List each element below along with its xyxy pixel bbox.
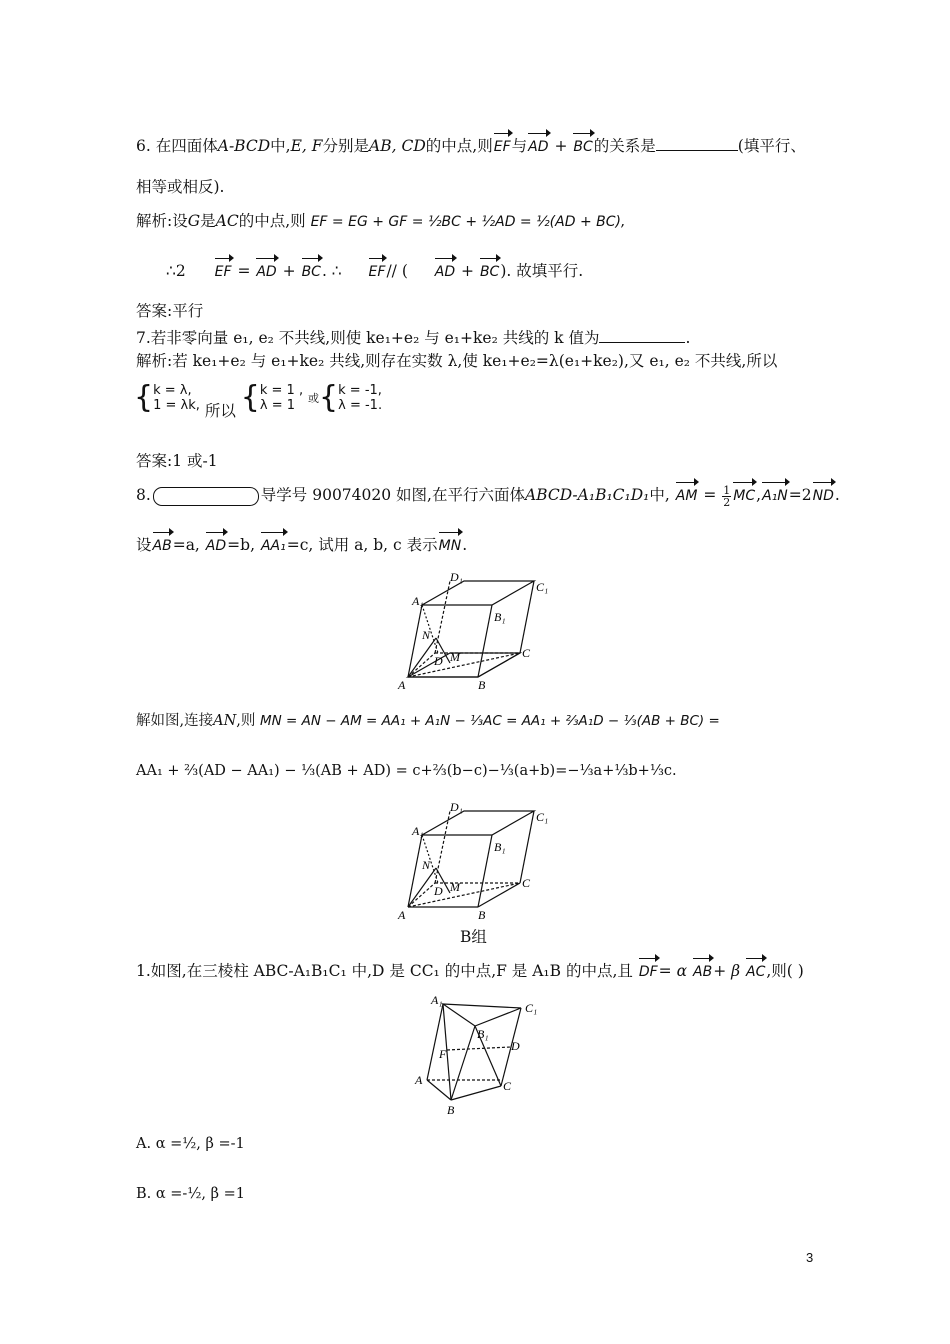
q6-ab-cd: AB, CD	[369, 137, 426, 155]
label-a1-2: A₁	[412, 824, 424, 838]
q8-stem: 8. 导学号 90074020 如图,在平行六面体ABCD-A₁B₁C₁D₁中, AM = $\frac{1}{2}$ MC,A₁N=2ND.	[136, 483, 840, 509]
label-b1-2: B₁	[494, 840, 506, 854]
guide-tag-box	[153, 487, 259, 506]
label-d1-2: D₁	[450, 800, 463, 814]
label-c-2: C	[522, 876, 531, 890]
label-prism-b: B	[447, 1103, 455, 1117]
q6-th-a: ∴2	[166, 262, 186, 280]
label-prism-b1: B₁	[477, 1027, 489, 1041]
q8-dot: .	[462, 536, 468, 554]
vec-bc: BC	[572, 136, 593, 158]
q6-stem	[136, 135, 806, 158]
q6-answer: 答案:平行	[136, 302, 204, 320]
vec-ef: EF	[493, 136, 512, 158]
label-prism-c1: C₁	[525, 1001, 538, 1015]
q7-text: 若非零向量 e₁, e₂ 不共线,则使 ke₁+e₂ 与 e₁+ke₂ 共线的 k 值为	[150, 329, 600, 347]
qb1-eq: = α	[658, 962, 688, 980]
option-a[interactable]: A. α =½, β =-1	[136, 1136, 245, 1152]
q7-number: 7.	[136, 329, 151, 347]
vec-bc-3: BC	[479, 261, 500, 283]
frac-half: $\frac{1}{2}$	[723, 483, 731, 509]
vec-ac-b1: AC	[745, 961, 766, 983]
q6-text-d: 的中点,则	[425, 137, 493, 155]
q6-text-a: 在四面体	[155, 137, 218, 155]
q8-text-b: 中,	[649, 486, 670, 504]
q7-s2a: k = 1 ,	[259, 383, 304, 398]
vec-ad-2: AD	[255, 261, 277, 283]
q6-plus: +	[554, 137, 568, 155]
q7-s2b: λ = 1	[259, 398, 295, 413]
q8-sol-a: 解如图,连接	[136, 713, 214, 729]
q6-tetra: A-BCD	[217, 137, 271, 155]
q8-number: 8.	[136, 486, 151, 504]
qb1-tail: ,则( )	[766, 962, 804, 980]
label-prism-f: F	[439, 1047, 447, 1061]
q6-number: 6.	[136, 137, 151, 155]
answer-blank	[656, 150, 738, 151]
q8-line2	[136, 534, 467, 557]
q6-sol-equation: EF = EG + GF = ½BC + ½AD = ½(AD + BC),	[310, 214, 626, 230]
q7-s1a: k = λ,	[153, 383, 192, 398]
label-a1: A₁	[412, 594, 424, 608]
page-number: 3	[806, 1250, 814, 1265]
q8-sol-eq1: MN = AN − AM = AA₁ + A₁N − ⅓AC = AA₁ + ⅔A₁D − ⅓(AB + BC) =	[260, 713, 720, 729]
vec-ef-3: EF	[368, 261, 387, 283]
qb1-number: 1.	[136, 962, 151, 980]
q8-an: AN	[213, 713, 237, 729]
parallelepiped-figure-2	[380, 795, 549, 925]
q8-sol-b: ,则	[236, 713, 256, 729]
q6-text-b: 中,	[270, 137, 291, 155]
label-prism-a1: A₁	[431, 993, 443, 1007]
vec-aa1: AA₁	[260, 535, 287, 557]
label-prism-c: C	[503, 1079, 512, 1093]
q7-s3a: k = -1,	[338, 383, 382, 398]
q7-s1b: 1 = λk,	[153, 398, 200, 413]
q6-therefore: ∴2 EF = AD + BC. ∴ EF// ( AD + BC). 故填平行.	[166, 260, 583, 283]
q6-text-e: 与	[511, 137, 528, 155]
vec-ab: AB	[152, 535, 173, 557]
q7-s3b: λ = -1.	[338, 398, 383, 413]
q6-sol-b: 是	[200, 212, 216, 230]
label-a-2: A	[398, 908, 406, 922]
q8-solid: ABCD-A₁B₁C₁D₁	[524, 486, 650, 504]
vec-a1n: A₁N	[761, 485, 789, 507]
q7-blank	[599, 342, 685, 343]
q6-solution	[136, 210, 625, 233]
q6-text-g: (填平行、	[737, 137, 806, 155]
vec-mn: MN	[438, 535, 463, 557]
q8-eq-a: =a,	[172, 536, 200, 554]
q8-solution-1	[136, 710, 720, 732]
label-c1-2: C₁	[536, 810, 549, 824]
q7-system-2: { k = 1 , λ = 1	[240, 380, 304, 415]
vec-ad-q8: AD	[205, 535, 227, 557]
q7-system-1: { k = λ, 1 = λk,	[134, 380, 200, 415]
q7-tail: .	[685, 329, 691, 347]
vec-ef-2: EF	[214, 261, 233, 283]
q6-ef: E, F	[290, 137, 323, 155]
label-prism-d: D	[511, 1039, 520, 1053]
q7-stem	[136, 327, 690, 349]
q7-so: 所以	[204, 402, 236, 420]
label-c: C	[522, 646, 531, 660]
label-b-2: B	[478, 908, 486, 922]
q6-sol-c: 的中点,则	[238, 212, 306, 230]
q8-guide: 导学号 90074020 如图,在平行六面体	[260, 486, 525, 504]
q6-line2: 相等或相反).	[136, 178, 225, 196]
q6-text-f: 的关系是	[593, 137, 656, 155]
q6-text-c: 分别是	[322, 137, 370, 155]
qb1-text: 如图,在三棱柱 ABC-A₁B₁C₁ 中,D 是 CC₁ 的中点,F 是 A₁B 的中点,且	[150, 962, 633, 980]
q8-eq-c: =c, 试用 a, b, c 表示	[286, 536, 438, 554]
q6-th-d: ). 故填平行.	[500, 262, 584, 280]
qb1-plus: + β	[713, 962, 741, 980]
q6-sol-label: 解析:设	[136, 212, 188, 230]
q7-answer: 答案:1 或-1	[136, 452, 218, 470]
q8-solution-2: AA₁ + ⅔(AD − AA₁) − ⅓(AB + AD) = c+⅔(b−c)−⅓(a+b)=−⅓a+⅓b+⅓c.	[136, 763, 677, 779]
q6-ac: AC	[215, 212, 239, 230]
q8-l2a: 设	[136, 536, 152, 554]
label-d: D	[434, 654, 443, 668]
option-b[interactable]: B. α =-½, β =1	[136, 1186, 245, 1202]
q6-g: G	[187, 212, 201, 230]
q8-eq2: =2	[788, 486, 812, 504]
label-m: M	[450, 650, 460, 664]
prism-figure	[405, 990, 550, 1118]
vec-bc-2: BC	[301, 261, 322, 283]
label-b: B	[478, 678, 486, 692]
vec-am: AM	[675, 485, 699, 507]
vec-ad: AD	[527, 136, 549, 158]
q7-or: 或	[308, 392, 320, 405]
group-b-heading: B组	[460, 928, 487, 946]
label-b1: B₁	[494, 610, 506, 624]
label-prism-a: A	[415, 1073, 423, 1087]
vec-mc: MC	[732, 485, 756, 507]
label-n: N	[422, 628, 431, 642]
q7-systems	[134, 380, 383, 420]
label-d-2: D	[434, 884, 443, 898]
vec-ad-3: AD	[434, 261, 456, 283]
q8-eq-b: =b,	[227, 536, 255, 554]
vec-ab-b1: AB	[692, 961, 713, 983]
vec-nd: ND	[812, 485, 835, 507]
label-m-2: M	[450, 880, 460, 894]
label-a: A	[398, 678, 406, 692]
q7-system-3: { k = -1, λ = -1.	[319, 380, 383, 415]
q7-solution: 解析:若 ke₁+e₂ 与 e₁+ke₂ 共线,则存在实数 λ,使 ke₁+e₂=λ(e₁+ke₂),又 e₁, e₂ 不共线,所以	[136, 352, 778, 370]
vec-df: DF	[638, 961, 659, 983]
label-n-2: N	[422, 858, 431, 872]
parallelepiped-figure-1	[380, 565, 549, 695]
label-c1: C₁	[536, 580, 549, 594]
label-d1: D₁	[450, 570, 463, 584]
qb1-stem	[136, 960, 804, 983]
q6-th-b: . ∴	[321, 262, 342, 280]
q6-th-c: // (	[386, 262, 408, 280]
